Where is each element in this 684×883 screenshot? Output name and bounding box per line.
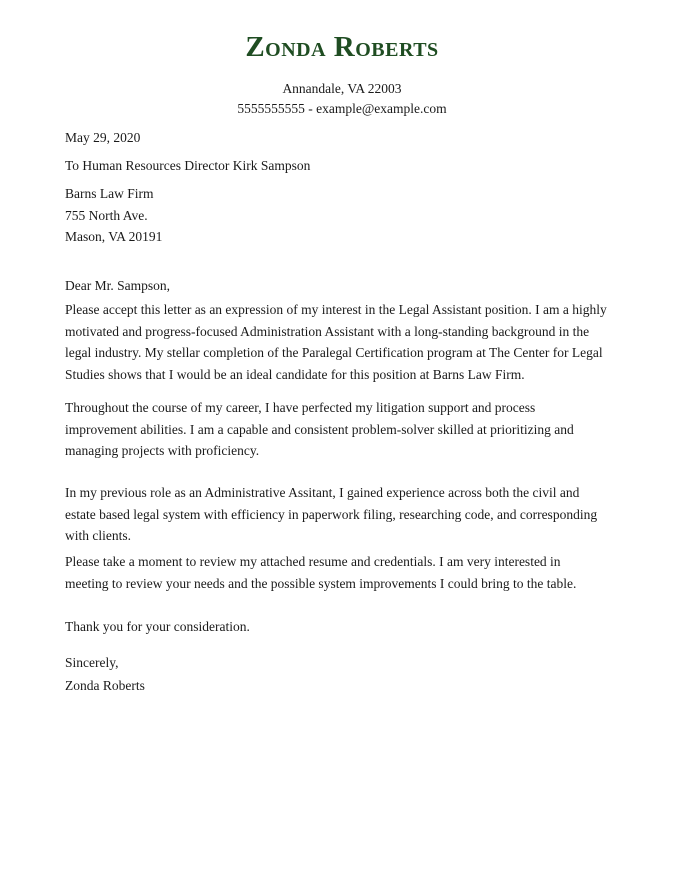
paragraph-5 — [65, 616, 625, 638]
applicant-name: Zonda Roberts — [245, 31, 439, 63]
paragraph-2 — [65, 397, 625, 462]
paragraph-4 — [65, 551, 625, 594]
paragraph-1 — [65, 299, 625, 385]
paragraph-3 — [65, 482, 625, 547]
paragraph-line: Thank you for your consideration. — [65, 619, 250, 634]
company-name: Barns Law Firm — [65, 186, 154, 201]
letter-date: May 29, 2020 — [65, 130, 141, 145]
paragraph-line: meeting to review your needs and the possible system improvements I could bring to the table. — [65, 575, 577, 591]
paragraph-line: Throughout the course of my career, I have perfected my litigation support and process — [65, 400, 536, 415]
recipient-line: To Human Resources Director Kirk Sampson — [65, 158, 311, 173]
letter-header — [0, 30, 684, 119]
applicant-contact: 5555555555 - example@example.com — [237, 101, 447, 116]
signature-name: Zonda Roberts — [65, 678, 145, 693]
paragraph-line: Studies shows that I would be an ideal candidate for this position at Barns Law Firm. — [65, 366, 525, 382]
paragraph-line: managing projects with proficiency. — [65, 443, 260, 458]
company-address-block — [65, 183, 625, 248]
paragraph-line: Please accept this letter as an expression of my interest in the Legal Assistant position. I am a highly — [65, 302, 607, 317]
company-street: 755 North Ave. — [65, 207, 148, 223]
paragraph-line: legal industry. My stellar completion of the Paralegal Certification program at The Center for Legal — [65, 345, 603, 360]
paragraph-line: In my previous role as an Administrative Assitant, I gained experience across both the civil and — [65, 485, 580, 500]
paragraph-line: motivated and progress-focused Administration Assistant with a long-standing background in the — [65, 323, 590, 339]
paragraph-line: Please take a moment to review my attached resume and credentials. I am very interested in — [65, 554, 561, 569]
applicant-address: Annandale, VA 22003 — [282, 81, 402, 96]
paragraph-line: estate based legal system with efficiency in paperwork filing, researching code, and corresponding — [65, 506, 598, 522]
paragraph-line: improvement abilities. I am a capable and consistent problem-solver skilled at prioritizing and — [65, 421, 574, 437]
paragraph-line: with clients. — [65, 528, 131, 543]
closing: Sincerely, — [65, 655, 119, 670]
salutation: Dear Mr. Sampson, — [65, 278, 170, 293]
company-city: Mason, VA 20191 — [65, 229, 163, 244]
